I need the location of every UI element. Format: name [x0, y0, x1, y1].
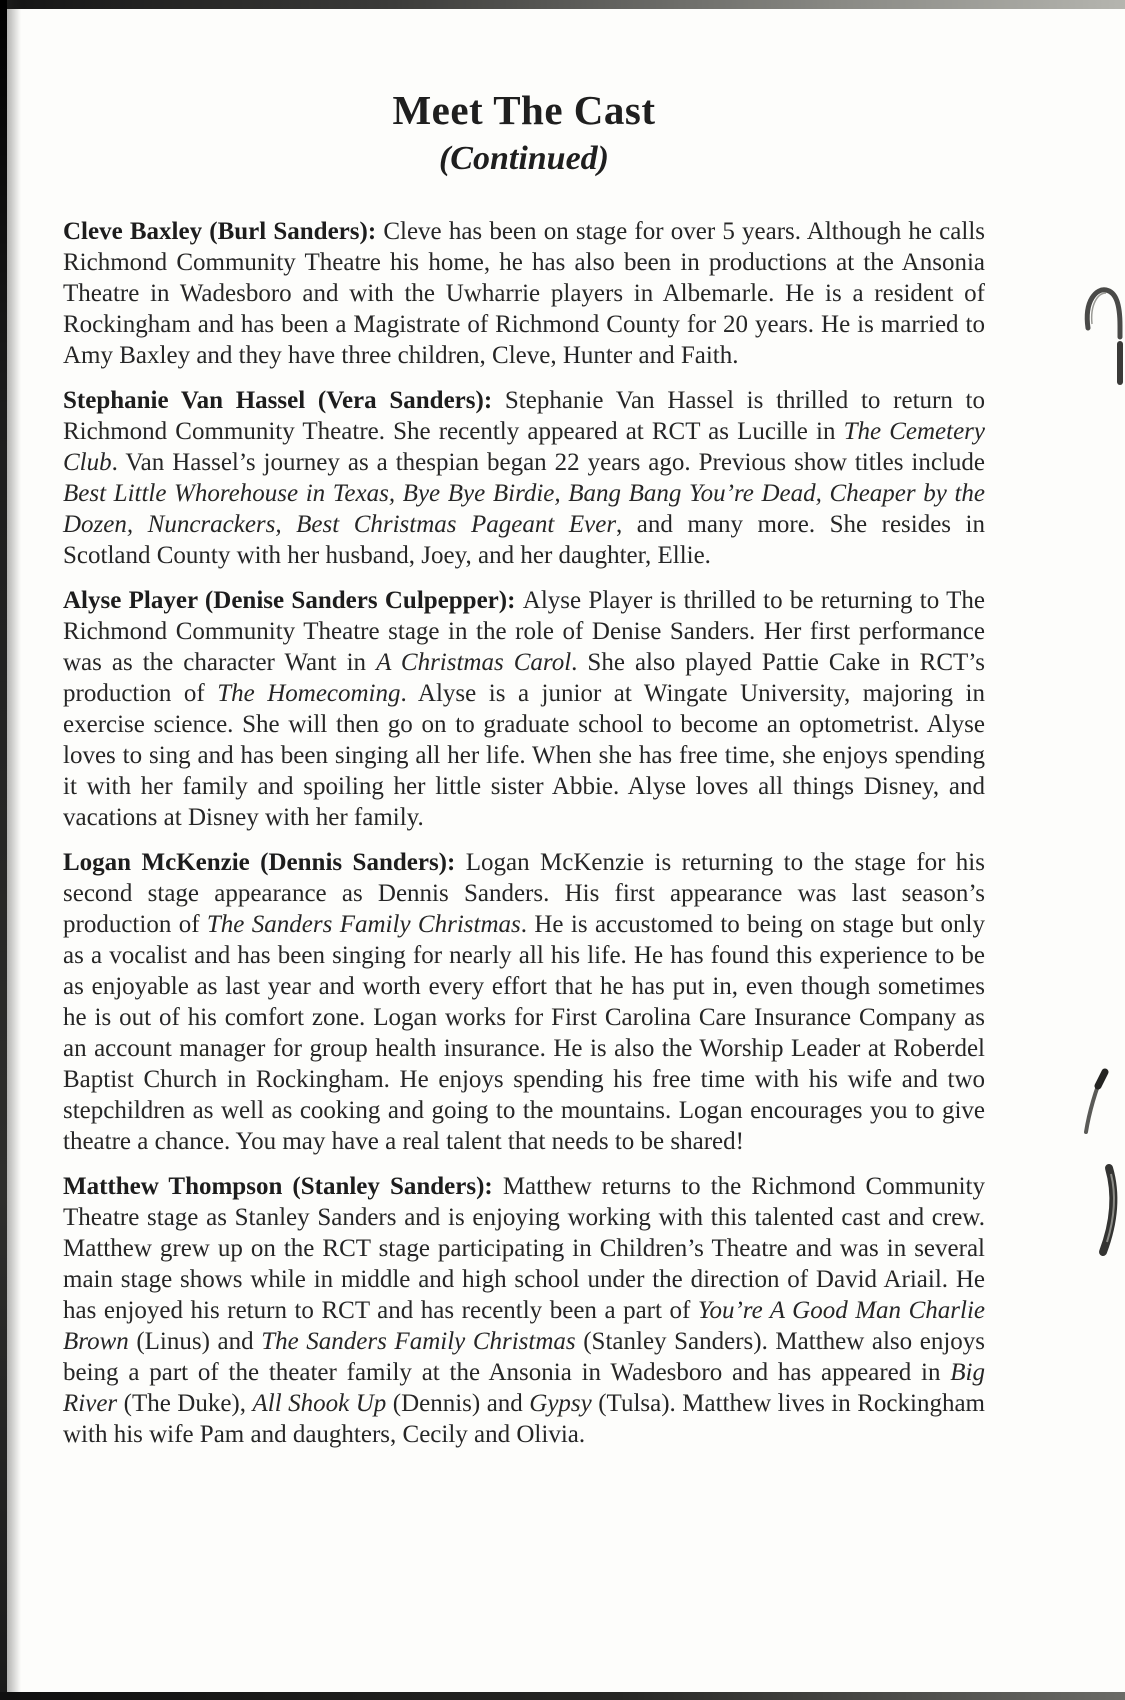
- cast-bio-cleve-baxley: [63, 216, 985, 371]
- cast-bio-logan-mckenzie: [63, 847, 985, 1157]
- bio-text-run: , and many more. She resides in Scotland County with her husband, Joey, and her daughter, Ellie.: [63, 511, 985, 569]
- bio-text-run: Gypsy: [529, 1390, 592, 1417]
- bio-text-run: Logan McKenzie is returning to the stage for his second stage appearance as Dennis Sanders. His first appearance was last season’s production of: [63, 849, 985, 938]
- bio-text-run: . Van Hassel’s journey as a thespian began 22 years ago. Previous show titles include: [111, 449, 985, 476]
- bio-text-run: Best Little Whorehouse in Texas, Bye Bye Birdie, Bang Bang You’re Dead, Cheaper by the Dozen, Nuncrackers, Best Christmas Pageant Ever: [63, 480, 985, 538]
- page-title: Meet The Cast: [392, 87, 656, 133]
- bio-text-run: (Tulsa). Matthew lives in Rockingham with his wife Pam and daughters, Cecily and Olivia.: [63, 1390, 985, 1448]
- bio-text-run: (Linus) and: [128, 1328, 262, 1355]
- scan-edge-bottom: [0, 1692, 1125, 1700]
- bio-text-run: The Cemetery Club: [63, 418, 986, 476]
- bio-text-run: (Stanley Sanders). Matthew also enjoys being a part of the theater family at the Ansonia in Wadesboro and has appeared in: [63, 1328, 986, 1386]
- bio-text-run: Alyse Player is thrilled to be returning to The Richmond Community Theatre stage in the role of Denise Sanders. Her first performance was as the character Want in: [63, 587, 985, 676]
- bio-text-run: Stephanie Van Hassel (Vera Sanders):: [63, 387, 505, 414]
- bio-text-run: Matthew Thompson (Stanley Sanders):: [63, 1173, 503, 1200]
- bio-text-run: Matthew returns to the Richmond Community Theatre stage as Stanley Sanders and is enjoying working with this talented cast and crew. Matthew grew up on the RCT stage participating in Children’s Theatre and was in several main stage shows while in middle and high school under the direction of David Ariail. He has enjoyed his return to RCT and has recently been a part of: [63, 1173, 985, 1324]
- cast-bio-matthew-thompson: [63, 1171, 985, 1450]
- staple-mark-top-icon: [1080, 284, 1125, 386]
- staple-mark-bottom-icon: [1074, 1068, 1125, 1260]
- bio-text-run: All Shook Up: [252, 1390, 387, 1417]
- cast-bio-stephanie-van-hassel: [63, 385, 985, 571]
- scan-edge-top: [0, 0, 1125, 9]
- bio-text-run: The Homecoming: [217, 680, 401, 707]
- bio-text-run: The Sanders Family Christmas: [206, 911, 521, 938]
- bio-text-run: Cleve has been on stage for over 5 years. Although he calls Richmond Community Theatre his home, he has also been in productions at the Ansonia Theatre in Wadesboro and with the Uwharrie players in Albemarle. He is a resident of Rockingham and has been a Magistrate of Richmond County for 20 years. He is married to Amy Baxley and they have three children, Cleve, Hunter and Faith.: [63, 218, 985, 369]
- cast-bios: [63, 216, 985, 1450]
- bio-text-run: Stephanie Van Hassel is thrilled to return to Richmond Community Theatre. She recently appeared at RCT as Lucille in: [63, 387, 985, 445]
- bio-text-run: . He is accustomed to being on stage but only as a vocalist and has been singing for nearly all his life. He has found this experience to be as enjoyable as last year and worth every effort that he has put in, even though sometimes he is out of his comfort zone. Logan works for First Carolina Care Insurance Company as an account manager for group health insurance. He is also the Worship Leader at Roberdel Baptist Church in Rockingham. He enjoys spending his free time with his wife and two stepchildren as well as cooking and going to the mountains. Logan encourages you to give theatre a chance. You may have a real talent that needs to be shared!: [63, 911, 985, 1155]
- bio-text-run: Big River: [63, 1359, 985, 1417]
- bio-text-run: . Alyse is a junior at Wingate University, majoring in exercise science. She will then go on to graduate school to become an optometrist. Alyse loves to sing and has been singing all her life. When she has free time, she enjoys spending it with her family and spoiling her little sister Abbie. Alyse loves all things Disney, and vacations at Disney with her family.: [63, 680, 986, 831]
- scan-edge-left: [0, 0, 7, 1700]
- page-content: [63, 72, 985, 1464]
- bio-text-run: A Christmas Carol: [376, 649, 572, 676]
- bio-text-run: Logan McKenzie (Dennis Sanders):: [63, 849, 466, 876]
- bio-text-run: Alyse Player (Denise Sanders Culpepper):: [63, 587, 523, 614]
- bio-text-run: (The Duke),: [117, 1390, 253, 1417]
- bio-text-run: The Sanders Family Christmas: [261, 1328, 576, 1355]
- bio-text-run: You’re A Good Man Charlie Brown: [63, 1297, 985, 1355]
- cast-bio-alyse-player: [63, 585, 985, 833]
- bio-text-run: (Dennis) and: [386, 1390, 530, 1417]
- page-subtitle: (Continued): [438, 140, 610, 177]
- bio-text-run: . She also played Pattie Cake in RCT’s production of: [63, 649, 985, 707]
- bio-text-run: Cleve Baxley (Burl Sanders):: [63, 218, 384, 245]
- scan-edge-left-shadow: [7, 0, 21, 1700]
